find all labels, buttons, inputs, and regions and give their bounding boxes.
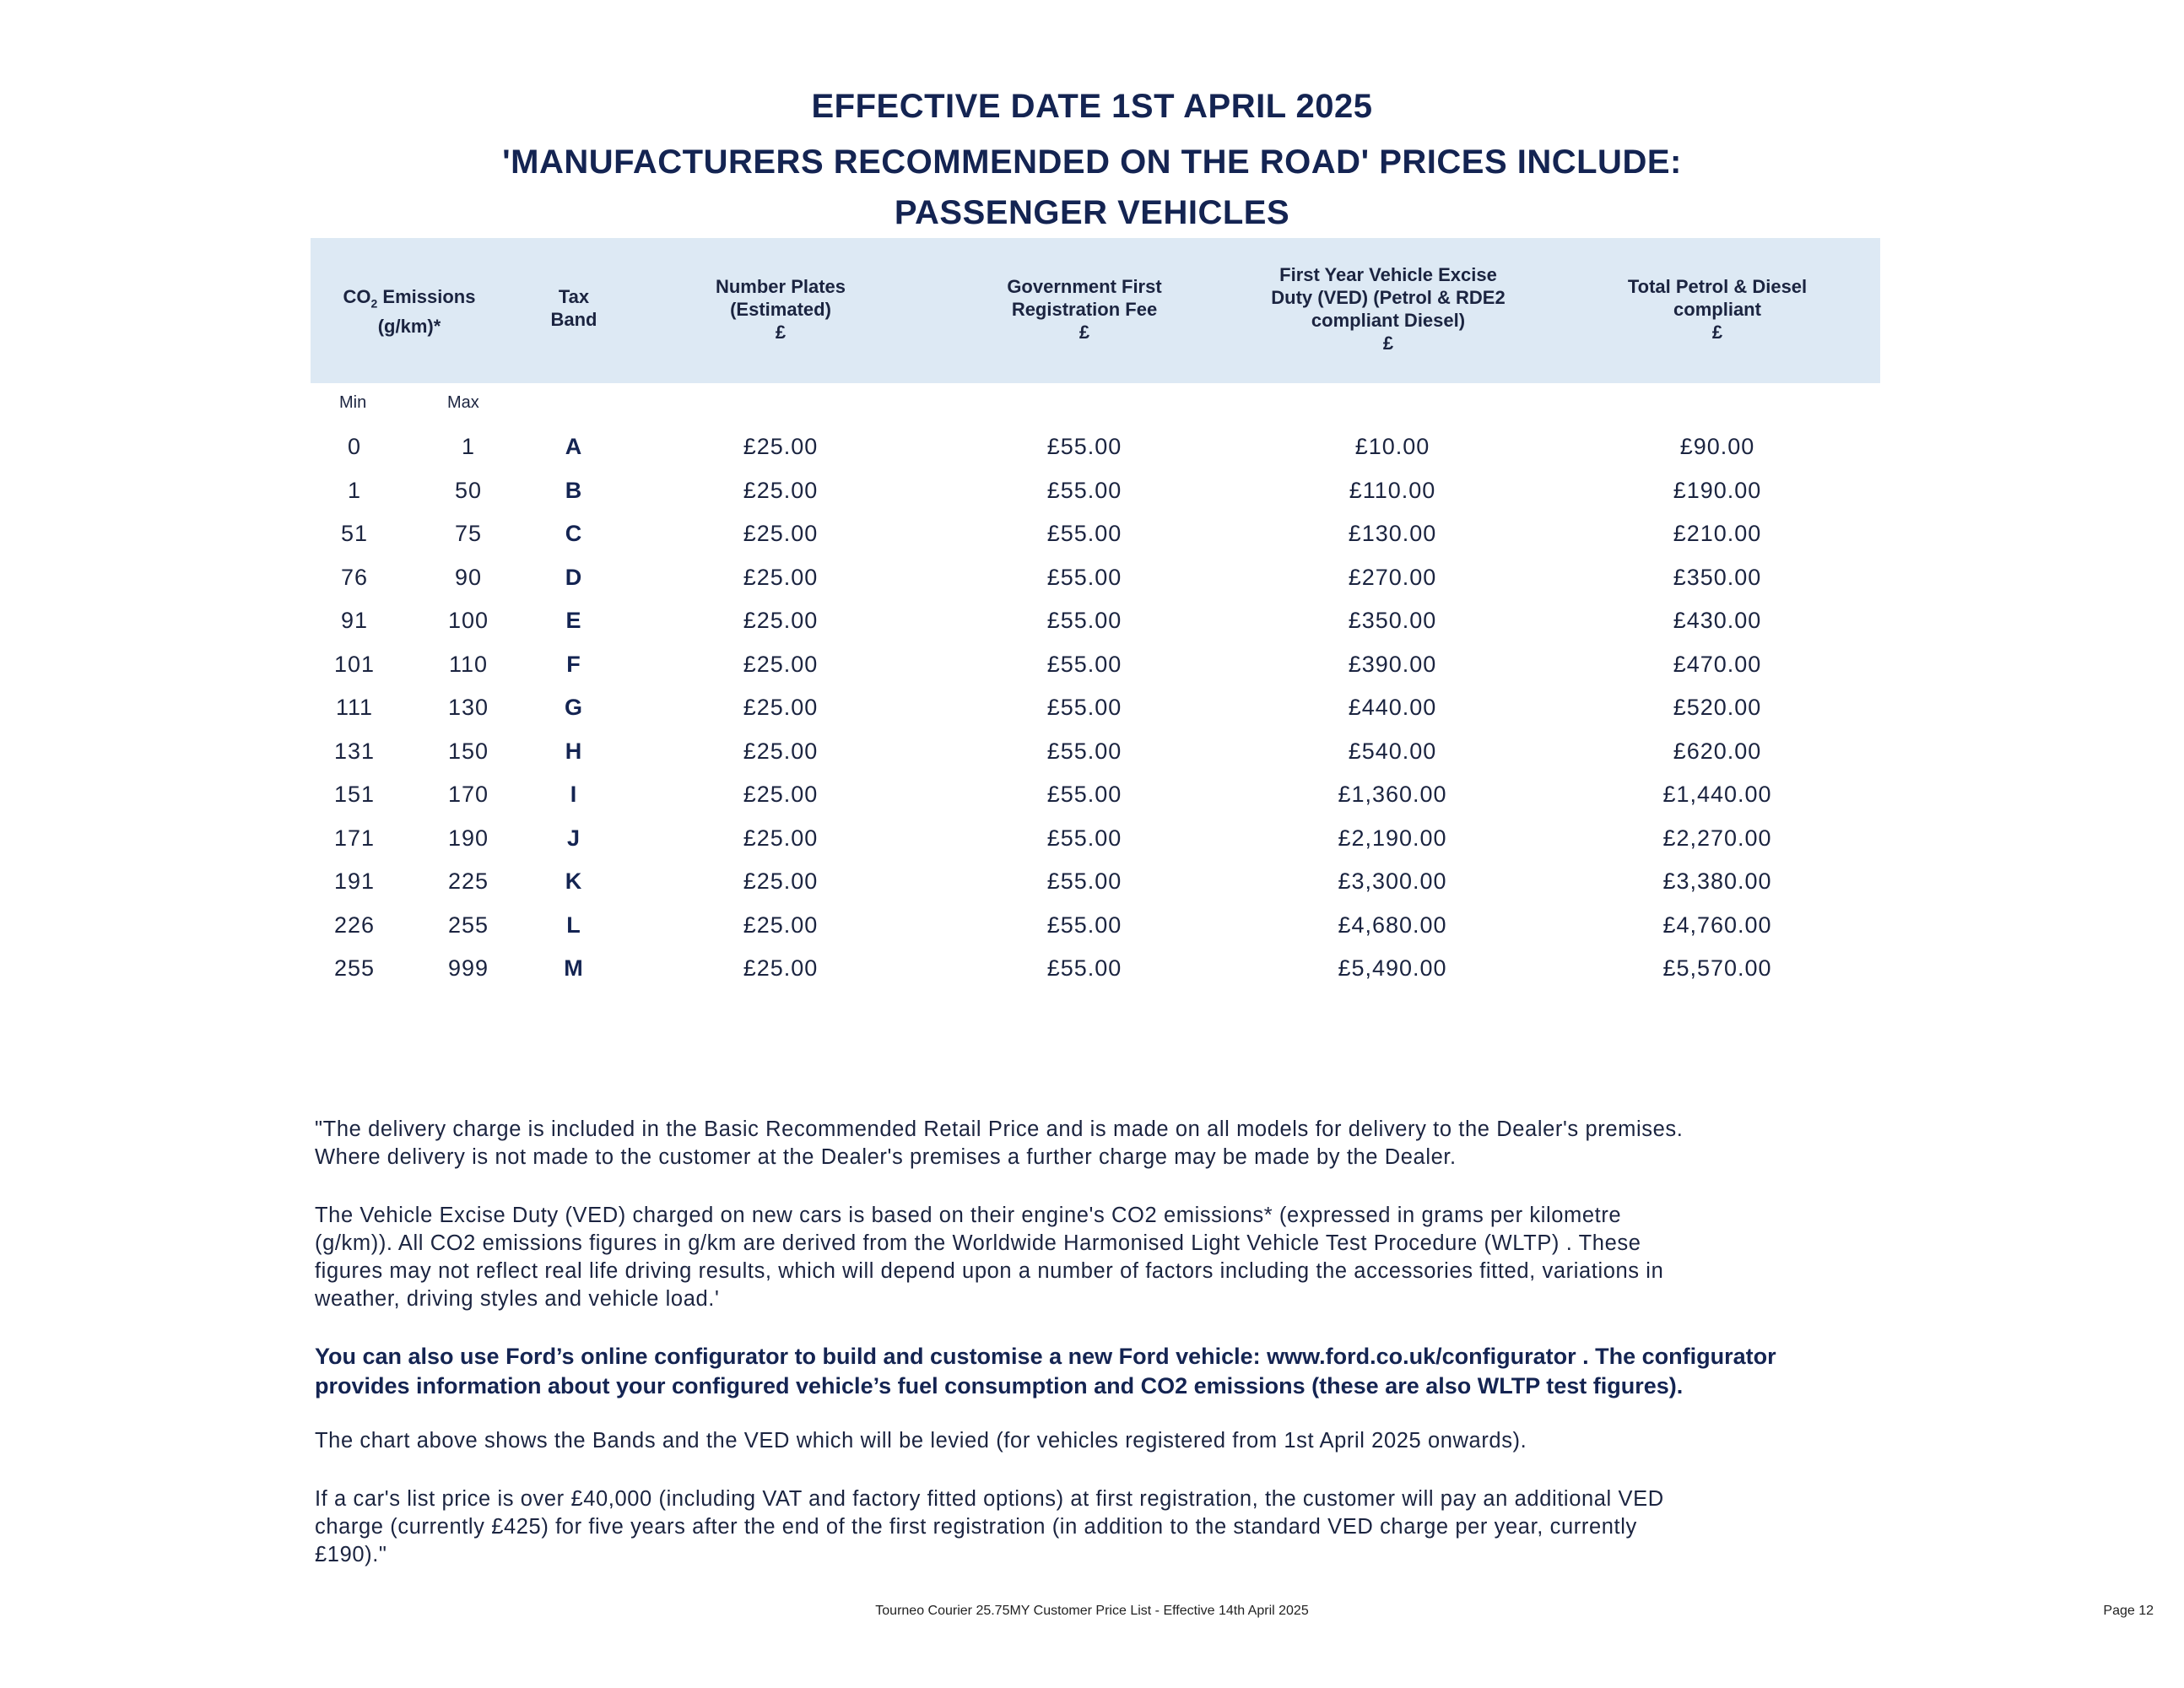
tax-band-cell: G [564,695,583,720]
first-year-ved-cell: £110.00 [1349,477,1436,503]
co2-max-cell: 50 [454,477,483,503]
number-plates-cell: £25.00 [743,695,819,720]
tax-band-cell: A [565,434,583,459]
first-year-ved-cell: £350.00 [1348,608,1437,633]
tax-band-cell: H [565,738,583,764]
number-plates-cell: £25.00 [743,477,819,503]
total-cell: £470.00 [1673,651,1762,677]
co2-min-cell: 0 [347,434,362,459]
header-registration-fee: Government First Registration Fee £ [1007,276,1162,343]
tax-band-cell: F [566,651,581,677]
footer-page-number: Page 12 [2103,1604,2154,1618]
table-row [0,514,2184,558]
first-year-ved-cell: £130.00 [1348,521,1437,546]
total-cell: £210.00 [1673,521,1762,546]
number-plates-cell: £25.00 [743,564,819,590]
total-cell: £5,570.00 [1662,955,1772,981]
registration-fee-cell: £55.00 [1046,434,1122,459]
first-year-ved-cell: £440.00 [1348,695,1437,720]
number-plates-cell: £25.00 [743,434,819,459]
number-plates-cell: £25.00 [743,912,819,938]
number-plates-cell: £25.00 [743,955,819,981]
co2-min-cell: 131 [333,738,376,764]
registration-fee-cell: £55.00 [1046,477,1122,503]
header-co2-emissions: $CO_2$ Emissions (g/km)* [343,286,476,338]
header-tax-band: Tax Band [550,286,597,330]
tax-band-cell: J [566,825,581,851]
registration-fee-cell: £55.00 [1046,912,1122,938]
first-year-ved-cell: £3,300.00 [1338,868,1447,894]
number-plates-cell: £25.00 [743,825,819,851]
co2-max-cell: 150 [447,738,489,764]
section-title: PASSENGER VEHICLES [894,194,1290,231]
co2-min-cell: 255 [333,955,376,981]
table-row [0,471,2184,515]
delivery-charge-note: "The delivery charge is included in the Basic Recommended Retail Price and is made on all models for delivery to the Dealer's premises. Where delivery is not made to the customer at the Dealer's premises a further charge may be made by the Dealer. [315,1117,1684,1169]
co2-min-cell: 111 [335,695,374,720]
tax-band-cell: C [565,521,583,546]
number-plates-cell: £25.00 [743,521,819,546]
tax-band-cell: I [570,782,578,807]
prices-include-title: 'MANUFACTURERS RECOMMENDED ON THE ROAD' PRICES INCLUDE: [502,143,1682,181]
co2-max-cell: 110 [448,651,489,677]
table-row [0,906,2184,950]
co2-min-cell: 91 [340,608,369,633]
subheader-max: Max [447,393,479,412]
table-row [0,775,2184,819]
configurator-note: You can also use Ford’s online configurator to build and customise a new Ford vehicle: www.ford.co.uk/configurator . The configurator provides information about your configured vehicle’s fuel consumption and CO2 emissions (these are also WLTP test figures). [315,1344,1776,1399]
table-row [0,601,2184,645]
co2-max-cell: 225 [447,868,489,894]
co2-min-cell: 171 [333,825,376,851]
header-total: Total Petrol & Diesel compliant £ [1627,276,1808,343]
first-year-ved-cell: £1,360.00 [1338,782,1447,807]
co2-min-cell: 76 [340,564,369,590]
number-plates-cell: £25.00 [743,782,819,807]
co2-max-cell: 255 [447,912,489,938]
list-price-note: If a car's list price is over £40,000 (including VAT and factory fitted options) at first registration, the customer will pay an additional VED charge (currently £425) for five years after the end of the first registration (in addition to the standard VED charge per year, currently £190)." [315,1487,1664,1566]
tax-band-cell: D [565,564,583,590]
co2-min-cell: 101 [333,651,376,677]
registration-fee-cell: £55.00 [1046,955,1122,981]
total-cell: £350.00 [1673,564,1762,590]
table-row [0,688,2184,732]
number-plates-cell: £25.00 [743,608,819,633]
total-cell: £430.00 [1673,608,1762,633]
registration-fee-cell: £55.00 [1046,868,1122,894]
registration-fee-cell: £55.00 [1046,564,1122,590]
table-row [0,819,2184,863]
co2-max-cell: 999 [447,955,489,981]
total-cell: £2,270.00 [1662,825,1772,851]
ved-explanation-note: The Vehicle Excise Duty (VED) charged on new cars is based on their engine's CO2 emissions* (expressed in grams per kilometre (g/km)). All CO2 emissions figures in g/km are derived from the Worldwide Harmonised Light Vehicle Test Procedure (WLTP) . These figures may not reflect real life driving results, which will depend upon a number of factors including the accessories fitted, variations in weather, driving styles and vehicle load.' [315,1204,1664,1311]
subheader-min: Min [339,393,367,412]
table-row [0,558,2184,602]
registration-fee-cell: £55.00 [1046,608,1122,633]
total-cell: £1,440.00 [1662,782,1772,807]
co2-max-cell: 190 [447,825,489,851]
footer-document-title: Tourneo Courier 25.75MY Customer Price List - Effective 14th April 2025 [875,1604,1309,1618]
first-year-ved-cell: £2,190.00 [1338,825,1447,851]
co2-min-cell: 1 [347,477,362,503]
header-first-year-ved: First Year Vehicle Excise Duty (VED) (Petrol & RDE2 compliant Diesel) £ [1271,264,1506,354]
tax-band-cell: E [565,608,582,633]
total-cell: £620.00 [1673,738,1762,764]
co2-min-cell: 191 [333,868,376,894]
co2-min-cell: 151 [333,782,376,807]
co2-min-cell: 51 [340,521,369,546]
co2-max-cell: 130 [447,695,489,720]
table-row [0,427,2184,471]
registration-fee-cell: £55.00 [1046,695,1122,720]
tax-band-table-body [0,427,2184,993]
co2-max-cell: 1 [461,434,476,459]
tax-band-cell: K [565,868,583,894]
registration-fee-cell: £55.00 [1046,825,1122,851]
registration-fee-cell: £55.00 [1046,521,1122,546]
total-cell: £4,760.00 [1662,912,1772,938]
co2-max-cell: 100 [447,608,489,633]
tax-band-cell: L [566,912,581,938]
chart-note: The chart above shows the Bands and the VED which will be levied (for vehicles registered from 1st April 2025 onwards). [315,1429,1527,1453]
table-row [0,949,2184,993]
first-year-ved-cell: £10.00 [1354,434,1430,459]
total-cell: £90.00 [1679,434,1755,459]
first-year-ved-cell: £5,490.00 [1338,955,1447,981]
tax-band-cell: M [564,955,584,981]
registration-fee-cell: £55.00 [1046,651,1122,677]
number-plates-cell: £25.00 [743,738,819,764]
first-year-ved-cell: £270.00 [1348,564,1437,590]
co2-max-cell: 90 [454,564,483,590]
number-plates-cell: £25.00 [743,868,819,894]
co2-min-cell: 226 [333,912,376,938]
total-cell: £190.00 [1673,477,1762,503]
tax-band-cell: B [565,477,583,503]
first-year-ved-cell: £4,680.00 [1338,912,1447,938]
registration-fee-cell: £55.00 [1046,782,1122,807]
header-number-plates: Number Plates (Estimated) £ [715,276,846,343]
table-row [0,645,2184,689]
number-plates-cell: £25.00 [743,651,819,677]
table-row [0,862,2184,906]
total-cell: £3,380.00 [1662,868,1772,894]
co2-max-cell: 75 [454,521,483,546]
table-row [0,732,2184,776]
registration-fee-cell: £55.00 [1046,738,1122,764]
total-cell: £520.00 [1673,695,1762,720]
co2-max-cell: 170 [447,782,489,807]
first-year-ved-cell: £540.00 [1348,738,1437,764]
effective-date-title: EFFECTIVE DATE 1ST APRIL 2025 [811,88,1373,125]
first-year-ved-cell: £390.00 [1348,651,1437,677]
